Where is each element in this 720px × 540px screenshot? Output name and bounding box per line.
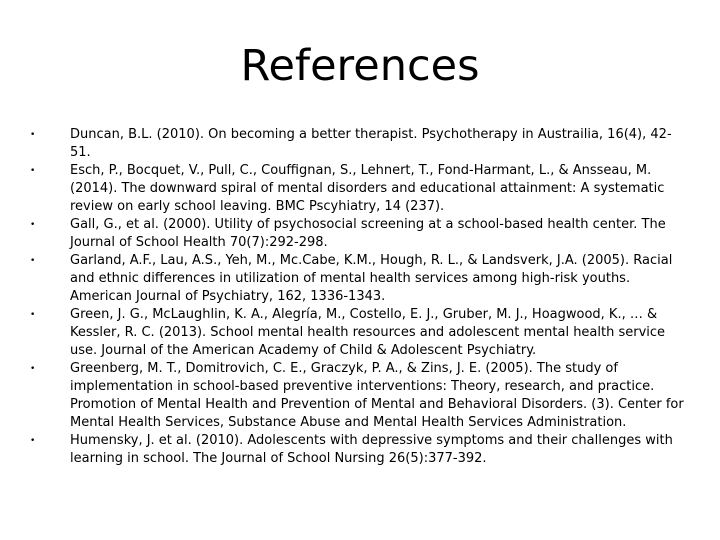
reference-item [28,216,688,252]
bullet-icon: • [30,256,36,266]
reference-text: Garland, A.F., Lau, A.S., Yeh, M., Mc.Cabe, K.M., Hough, R. L., & Landsverk, J.A. (2005). Racial and ethnic differences in utilization of mental health services among high-risk youths. American Journal of Psychiatry, 162, 1336-1343. [70,253,673,304]
reference-item [28,162,688,216]
bullet-icon: • [30,436,36,446]
reference-text: Gall, G., et al. (2000). Utility of psychosocial screening at a school-based health center. The Journal of School Health 70(7):292-298. [70,217,666,250]
reference-item [28,432,688,468]
bullet-icon: • [30,364,36,374]
reference-text: Green, J. G., McLaughlin, K. A., Alegría, M., Costello, E. J., Gruber, M. J., Hoagwood, K., … & Kessler, R. C. (2013). School mental health resources and adolescent mental health service use. Journal of the American Academy of Child & Adolescent Psychiatry. [70,307,666,358]
bullet-icon: • [30,220,36,230]
reference-text: Greenberg, M. T., Domitrovich, C. E., Graczyk, P. A., & Zins, J. E. (2005). The study of implementation in school-based preventive interventions: Theory, research, and practice. Promotion of Mental Health and Prevention of Mental and Behavioral Disorders. (3). Center for Mental Health Services, Substance Abuse and Mental Health Services Administration. [70,361,684,430]
reference-item [28,306,688,360]
reference-item [28,252,688,306]
reference-list [28,126,688,468]
reference-item [28,126,688,162]
reference-text: Esch, P., Bocquet, V., Pull, C., Couffignan, S., Lehnert, T., Fond-Harmant, L., & Ansseau, M. (2014). The downward spiral of mental disorders and educational attainment: A systematic review on early school leaving. BMC Pscyhiatry, 14 (237). [70,163,665,214]
bullet-icon: • [30,310,36,320]
slide-title: References [240,41,480,91]
reference-item [28,360,688,432]
bullet-icon: • [30,130,36,140]
bullet-icon: • [30,166,36,176]
reference-text: Duncan, B.L. (2010). On becoming a better therapist. Psychotherapy in Austrailia, 16(4), 42-51. [70,127,672,160]
reference-text: Humensky, J. et al. (2010). Adolescents with depressive symptoms and their challenges with learning in school. The Journal of School Nursing 26(5):377-392. [70,433,673,466]
